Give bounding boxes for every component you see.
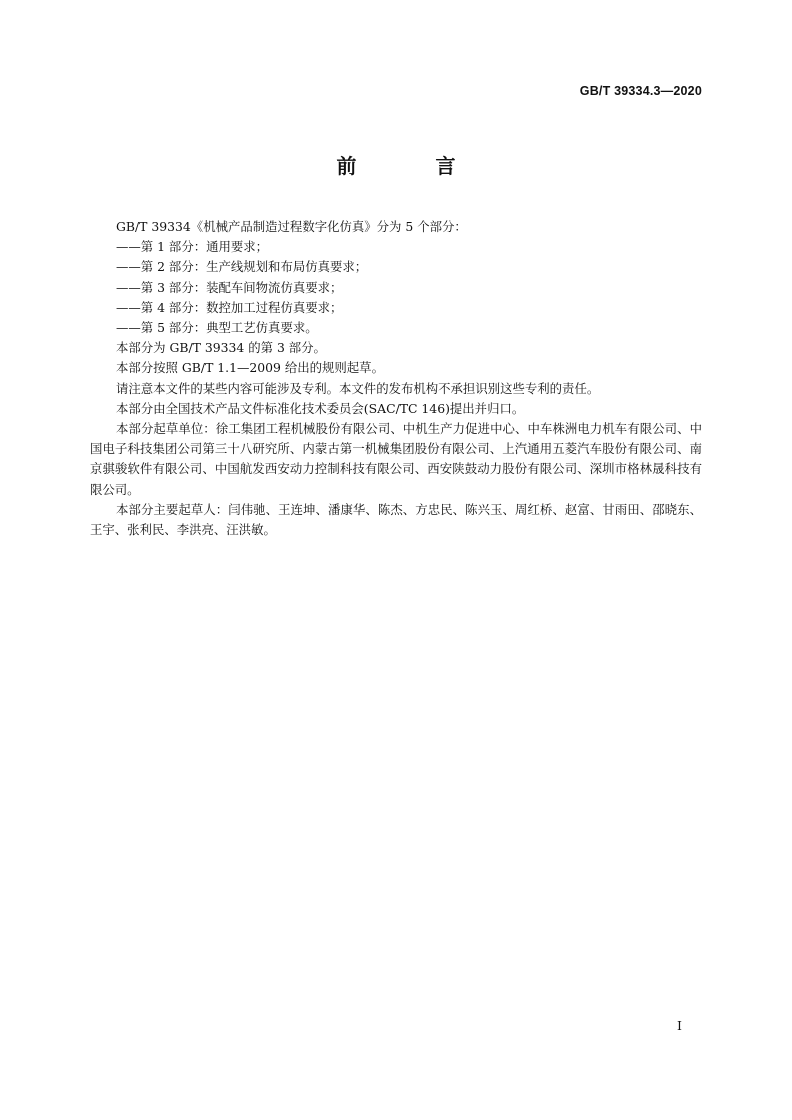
page-title: 前 言 bbox=[336, 154, 492, 178]
paragraph-drafting-units: 本部分起草单位：徐工集团工程机械股份有限公司、中机生产力促进中心、中车株洲电力机车有限公司、中国电子科技集团公司第三十八研究所、内蒙古第一机械集团股份有限公司、上汽通用五菱汽车股份有限公司、南京骐骏软件有限公司、中国航发西安动力控制科技有限公司、西安陕鼓动力股份有限公司、深圳市格林晟科技有限公司。 bbox=[90, 421, 702, 497]
list-item-part-1: ——第 1 部分：通用要求； bbox=[116, 239, 269, 255]
list-item-part-5: ——第 5 部分：典型工艺仿真要求。 bbox=[116, 320, 318, 336]
list-item-part-4: ——第 4 部分：数控加工过程仿真要求； bbox=[116, 299, 343, 315]
paragraph-part-statement: 本部分为 GB/T 39334 的第 3 部分。 bbox=[116, 340, 326, 356]
paragraph-patent-notice: 请注意本文件的某些内容可能涉及专利。本文件的发布机构不承担识别这些专利的责任。 bbox=[116, 380, 600, 396]
page-number: I bbox=[677, 1018, 682, 1033]
paragraph-parts-intro: GB/T 39334《机械产品制造过程数字化仿真》分为 5 个部分： bbox=[116, 219, 467, 234]
paragraph-proposer: 本部分由全国技术产品文件标准化技术委员会(SAC/TC 146)提出并归口。 bbox=[116, 400, 525, 416]
foreword-body bbox=[90, 217, 702, 540]
list-item-part-2: ——第 2 部分：生产线规划和布局仿真要求； bbox=[116, 259, 368, 275]
paragraph-drafting-rules: 本部分按照 GB/T 1.1—2009 给出的规则起草。 bbox=[116, 360, 384, 376]
paragraph-drafters: 本部分主要起草人：闫伟驰、王连坤、潘康华、陈杰、方忠民、陈兴玉、周红桥、赵富、甘雨田、邵晓东、王宇、张利民、李洪亮、汪洪敏。 bbox=[90, 501, 702, 538]
list-item-part-3: ——第 3 部分：装配车间物流仿真要求； bbox=[116, 279, 343, 295]
standard-code: GB/T 39334.3—2020 bbox=[579, 84, 702, 98]
